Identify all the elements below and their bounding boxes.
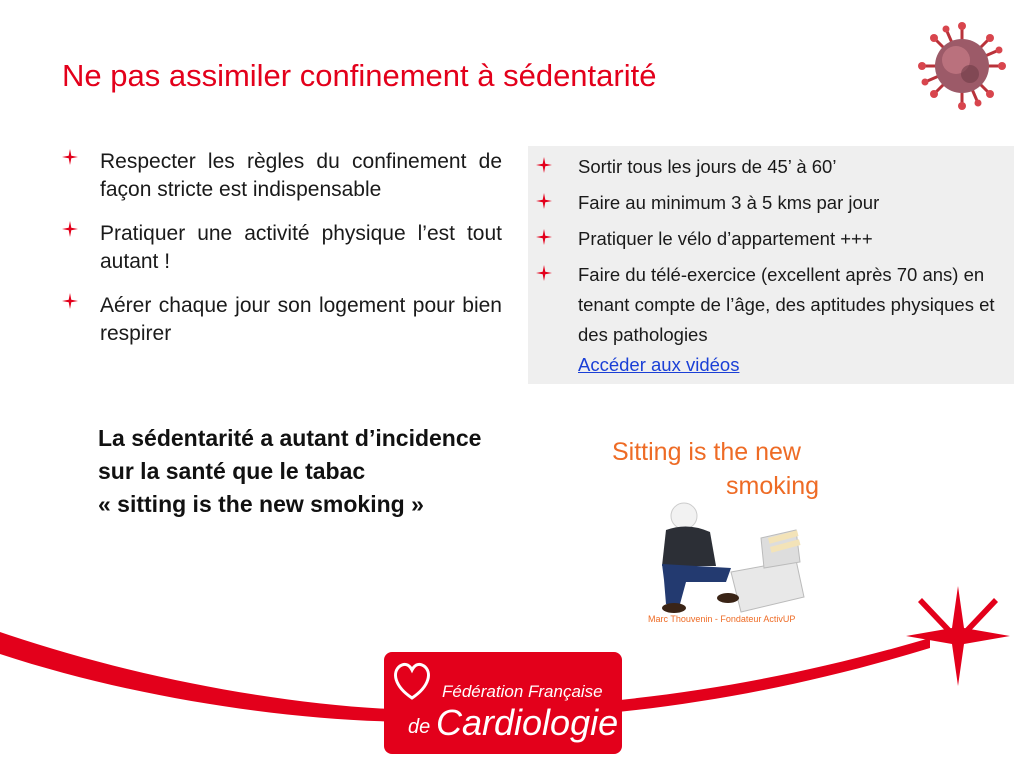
bullet-text: Sortir tous les jours de 45’ à 60’	[578, 156, 837, 177]
bullet-text: Pratiquer une activité physique l’est tout autant !	[100, 222, 502, 273]
list-item	[62, 292, 502, 348]
left-bullet-list	[62, 148, 502, 364]
right-bullet-list	[536, 152, 1006, 386]
list-item	[536, 260, 1006, 380]
bullet-text: Respecter les règles du confinement de façon stricte est indispensable	[100, 150, 502, 201]
logo-text-cardiologie: Cardiologie	[436, 702, 619, 743]
image-caption: Marc Thouvenin - Fondateur ActivUP	[648, 614, 796, 624]
ffc-logo	[384, 652, 622, 754]
logo-text-federation: Fédération Française	[442, 682, 603, 701]
red-cross-icon	[62, 221, 78, 237]
image-text-line2: smoking	[726, 472, 820, 500]
list-item	[62, 148, 502, 204]
heart-logo-icon	[390, 658, 434, 702]
bullet-text: Pratiquer le vélo d’appartement +++	[578, 228, 873, 249]
list-item	[536, 152, 1006, 182]
bullet-text: Faire au minimum 3 à 5 kms par jour	[578, 192, 880, 213]
red-cross-icon	[536, 157, 552, 173]
quote-line: sur la santé que le tabac	[98, 458, 366, 484]
list-item	[62, 220, 502, 276]
videos-link[interactable]: Accéder aux vidéos	[578, 354, 740, 375]
red-cross-icon	[536, 229, 552, 245]
red-cross-icon	[906, 586, 1010, 686]
image-text-line1: Sitting is the new	[612, 438, 801, 466]
red-cross-icon	[62, 293, 78, 309]
list-item	[536, 188, 1006, 218]
slide-title: Ne pas assimiler confinement à sédentarité	[62, 58, 657, 93]
virus-icon	[916, 20, 1008, 112]
quote-block	[98, 422, 481, 521]
list-item	[536, 224, 1006, 254]
red-cross-icon	[62, 149, 78, 165]
red-cross-icon	[536, 265, 552, 281]
red-cross-icon	[536, 193, 552, 209]
quote-line: La sédentarité a autant d’incidence	[98, 425, 482, 451]
bullet-text: Faire du télé-exercice (excellent après 70 ans) en tenant compte de l’âge, des aptitudes physiques et des pathologies	[578, 264, 995, 345]
bullet-text: Aérer chaque jour son logement pour bien respirer	[100, 294, 502, 345]
quote-line: « sitting is the new smoking »	[98, 491, 424, 517]
logo-text-de: de	[408, 716, 431, 738]
